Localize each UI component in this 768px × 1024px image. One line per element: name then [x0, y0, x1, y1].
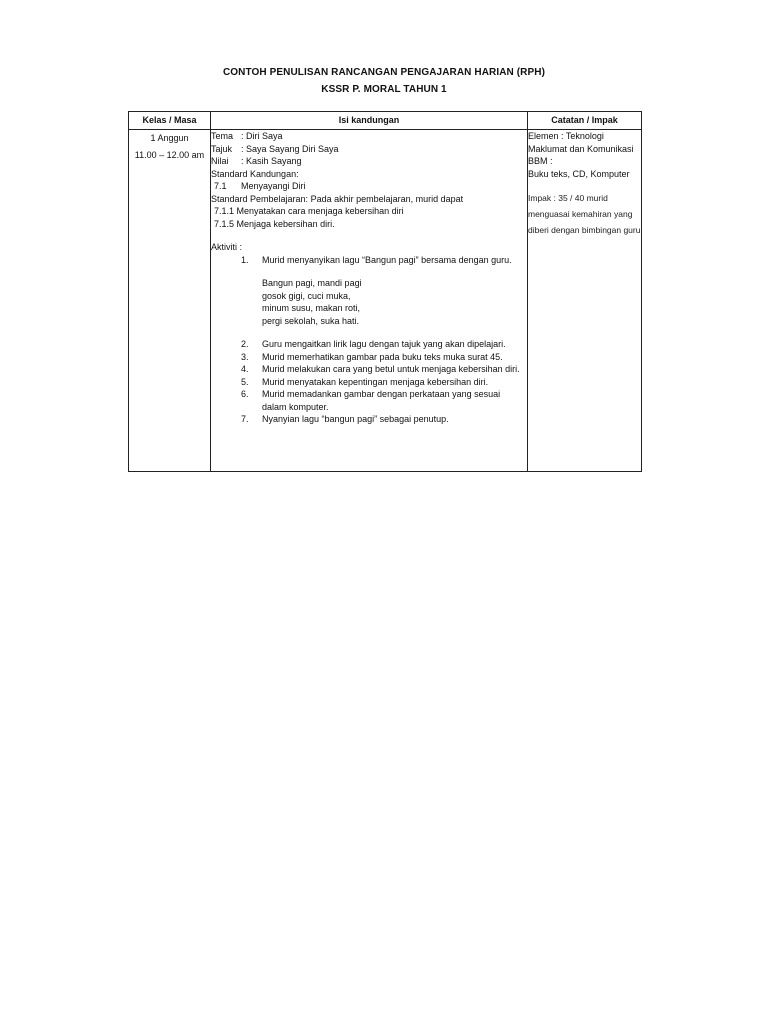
- rph-table: [128, 111, 642, 472]
- header-isi-kandungan: Isi kandungan: [211, 112, 528, 130]
- standard-pembelajaran-label: Standard Pembelajaran: Pada akhir pembelajaran, murid dapat: [211, 193, 464, 204]
- activity-item: [241, 413, 527, 426]
- class-name: 1 Anggun: [150, 133, 189, 143]
- activity-text: Murid menyanyikan lagu “Bangun pagi” bersama dengan guru.: [262, 254, 512, 265]
- header-catatan-impak: Catatan / Impak: [528, 112, 642, 130]
- song-line: minum susu, makan roti,: [262, 303, 361, 313]
- activity-text: Murid memadankan gambar dengan perkataan yang sesuai dalam komputer.: [262, 389, 501, 412]
- activity-number: 4.: [241, 364, 249, 374]
- isi-kandungan-cell: [211, 130, 528, 472]
- document-title: CONTOH PENULISAN RANCANGAN PENGAJARAN HARIAN (RPH): [222, 67, 546, 78]
- aktiviti-label: Aktiviti :: [211, 242, 243, 252]
- song-lyrics: [262, 277, 527, 327]
- tajuk-label: Tajuk: [211, 143, 233, 154]
- activity-item: [241, 363, 527, 376]
- activity-number: 1.: [241, 254, 249, 265]
- table-row: [129, 130, 642, 472]
- song-line: Bangun pagi, mandi pagi: [262, 278, 362, 288]
- class-time: 11.00 – 12.00 am: [134, 150, 205, 160]
- nilai-row: [211, 155, 527, 168]
- activity-number: 3.: [241, 351, 249, 362]
- tema-label: Tema: [211, 131, 234, 141]
- nilai-value: : Kasih Sayang: [241, 156, 302, 166]
- tajuk-value: : Saya Sayang Diri Saya: [241, 143, 339, 154]
- activity-text: Murid menyatakan kepentingan menjaga kebersihan diri.: [262, 376, 489, 387]
- standard-kandungan-label: Standard Kandungan:: [211, 168, 299, 179]
- activity-item: [241, 351, 527, 364]
- bbm-label: BBM :: [528, 156, 553, 166]
- catatan-impak-cell: [528, 130, 642, 472]
- sk-text: Menyayangi Diri: [241, 181, 306, 191]
- song-line: pergi sekolah, suka hati.: [262, 315, 360, 326]
- sp-item-1: 7.1.1 Menyatakan cara menjaga kebersihan diri: [214, 206, 404, 216]
- sp-item-2: 7.1.5 Menjaga kebersihan diri.: [214, 218, 335, 229]
- tema-row: [211, 130, 527, 143]
- activity-text: Guru mengaitkan lirik lagu dengan tajuk yang akan dipelajari.: [262, 339, 506, 349]
- activity-text: Nyanyian lagu “bangun pagi” sebagai penutup.: [262, 414, 449, 424]
- song-line: gosok gigi, cuci muka,: [262, 290, 351, 301]
- activity-number: 6.: [241, 389, 249, 399]
- activity-number: 5.: [241, 376, 249, 387]
- activity-text: Murid memerhatikan gambar pada buku teks muka surat 45.: [262, 351, 503, 362]
- activity-item: [241, 376, 527, 389]
- activity-item: [241, 388, 527, 413]
- nilai-label: Nilai: [211, 156, 229, 166]
- table-header-row: [129, 112, 642, 130]
- header-kelas-masa: Kelas / Masa: [129, 112, 211, 130]
- elemen-text: Elemen : Teknologi Maklumat dan Komunikasi: [528, 131, 634, 154]
- document-subtitle: KSSR P. MORAL TAHUN 1: [321, 84, 447, 95]
- activity-text: Murid melakukan cara yang betul untuk menjaga kebersihan diri.: [262, 364, 520, 374]
- activity-number: 2.: [241, 339, 249, 349]
- sk-number: 7.1: [214, 181, 227, 191]
- tema-value: : Diri Saya: [241, 131, 283, 141]
- impak-text: Impak : 35 / 40 murid menguasai kemahiran yang diberi dengan bimbingan guru: [528, 193, 641, 235]
- kelas-masa-cell: [129, 130, 211, 472]
- activity-number: 7.: [241, 414, 249, 424]
- tajuk-row: [211, 143, 527, 156]
- standard-kandungan-item: [211, 180, 527, 193]
- activity-item: [241, 338, 527, 351]
- bbm-items: Buku teks, CD, Komputer: [528, 168, 630, 179]
- activity-item: [241, 254, 527, 267]
